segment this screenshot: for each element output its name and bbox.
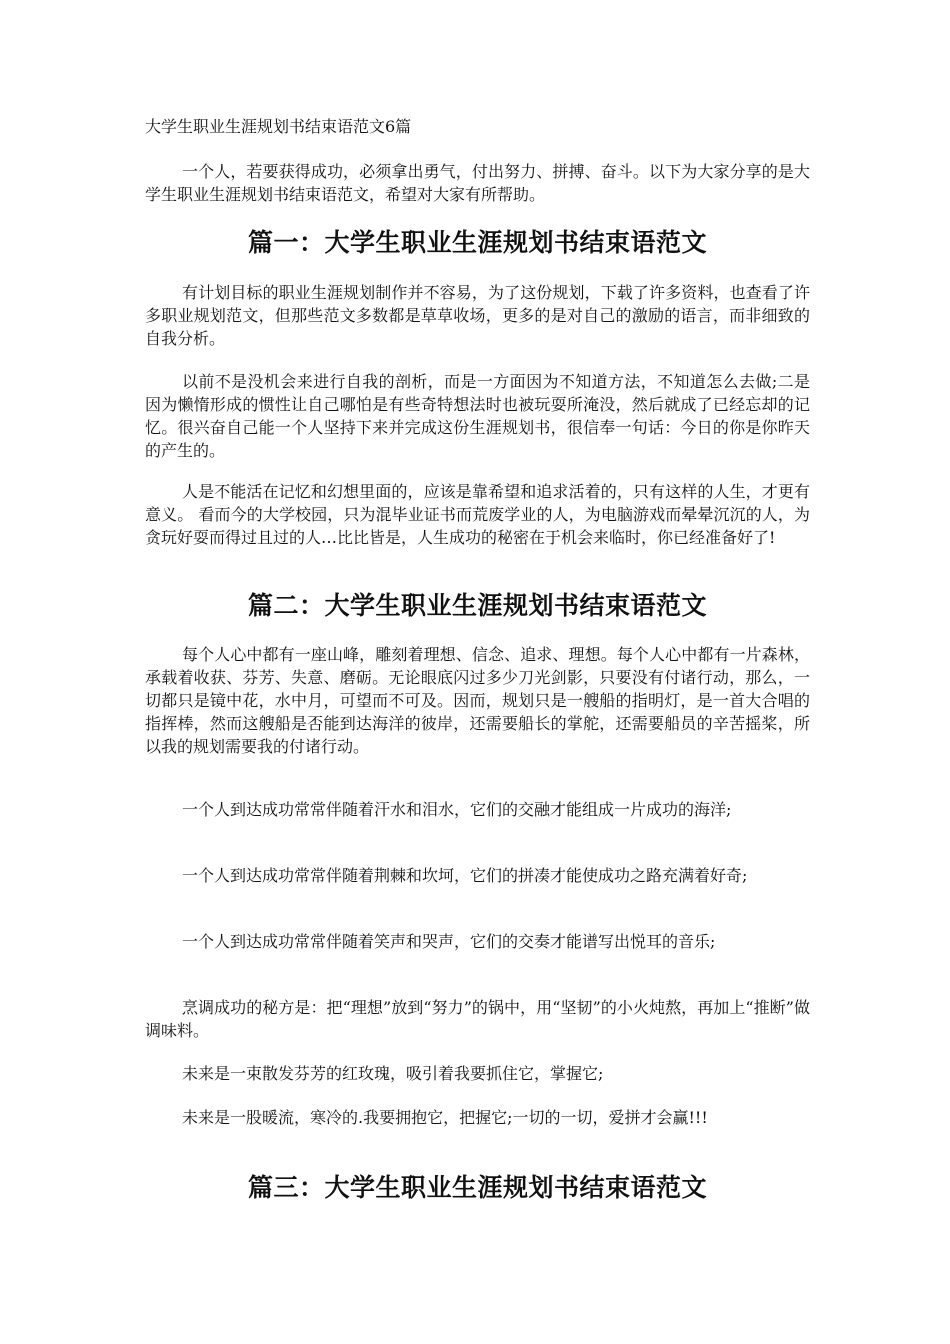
section-3-heading: 篇三：大学生职业生涯规划书结束语范文 [247,1173,707,1202]
section-2-paragraph-3: 一个人到达成功常常伴随着荆棘和坎坷，它们的拼凑才能使成功之路充满着好奇; [182,866,748,885]
intro-paragraph: 一个人，若要获得成功，必须拿出勇气，付出努力、拼搏、奋斗。以下为大家分享的是大学生职业生涯规划书结束语范文，希望对大家有所帮助。 [145,162,810,204]
section-2-paragraph-1: 每个人心中都有一座山峰，雕刻着理想、信念、追求、理想。每个人心中都有一片森林，承载着收获、芬芳、失意、磨砺。无论眼底闪过多少刀光剑影，只要没有付诸行动，那么，一切都只是镜中花，水中月，可望而不可及。因而，规划只是一艘船的指明灯，是一首大合唱的指挥棒，然而这艘船是否能到达海洋的彼岸，还需要船长的掌舵，还需要船员的辛苦摇桨，所以我的规划需要我的付诸行动。 [145,645,810,756]
section-2-paragraph-7: 未来是一股暖流，寒冷的.我要拥抱它，把握它;一切的一切，爱拼才会赢!!! [182,1108,708,1127]
section-2-heading: 篇二：大学生职业生涯规划书结束语范文 [247,591,707,620]
section-2-paragraph-2: 一个人到达成功常常伴随着汗水和泪水，它们的交融才能组成一片成功的海洋; [182,800,732,819]
section-2-paragraph-4: 一个人到达成功常常伴随着笑声和哭声，它们的交奏才能谱写出悦耳的音乐; [182,932,716,951]
section-1-paragraph-2: 以前不是没机会来进行自我的剖析，而是一方面因为不知道方法，不知道怎么去做;二是因为懒惰形成的惯性让自己哪怕是有些奇特想法时也被玩耍所淹没，然后就成了已经忘却的记忆。很兴奋自己能一个人坚持下来并完成这份生涯规划书，很信奉一句话：今日的你是你昨天的产生的。 [145,372,810,460]
document-title: 大学生职业生涯规划书结束语范文6篇 [145,117,412,136]
section-2-paragraph-6: 未来是一束散发芬芳的红玫瑰，吸引着我要抓住它，掌握它; [182,1064,604,1083]
section-1-heading: 篇一：大学生职业生涯规划书结束语范文 [247,228,707,257]
section-1-paragraph-3: 人是不能活在记忆和幻想里面的，应该是靠希望和追求活着的，只有这样的人生，才更有意义。 看而今的大学校园，只为混毕业证书而荒废学业的人，为电脑游戏而晕晕沉沉的人，为贪玩好耍而得过且过的人…比比皆是，人生成功的秘密在于机会来临时，你已经准备好了! [145,482,810,547]
section-2-paragraph-5: 烹调成功的秘方是：把“理想”放到“努力”的锅中，用“坚韧”的小火炖熬，再加上“推断”做调味料。 [145,998,810,1040]
section-1-paragraph-1: 有计划目标的职业生涯规划制作并不容易，为了这份规划，下载了许多资料，也查看了许多职业规划范文，但那些范文多数都是草草收场，更多的是对自己的激励的语言，而非细致的自我分析。 [145,283,810,348]
